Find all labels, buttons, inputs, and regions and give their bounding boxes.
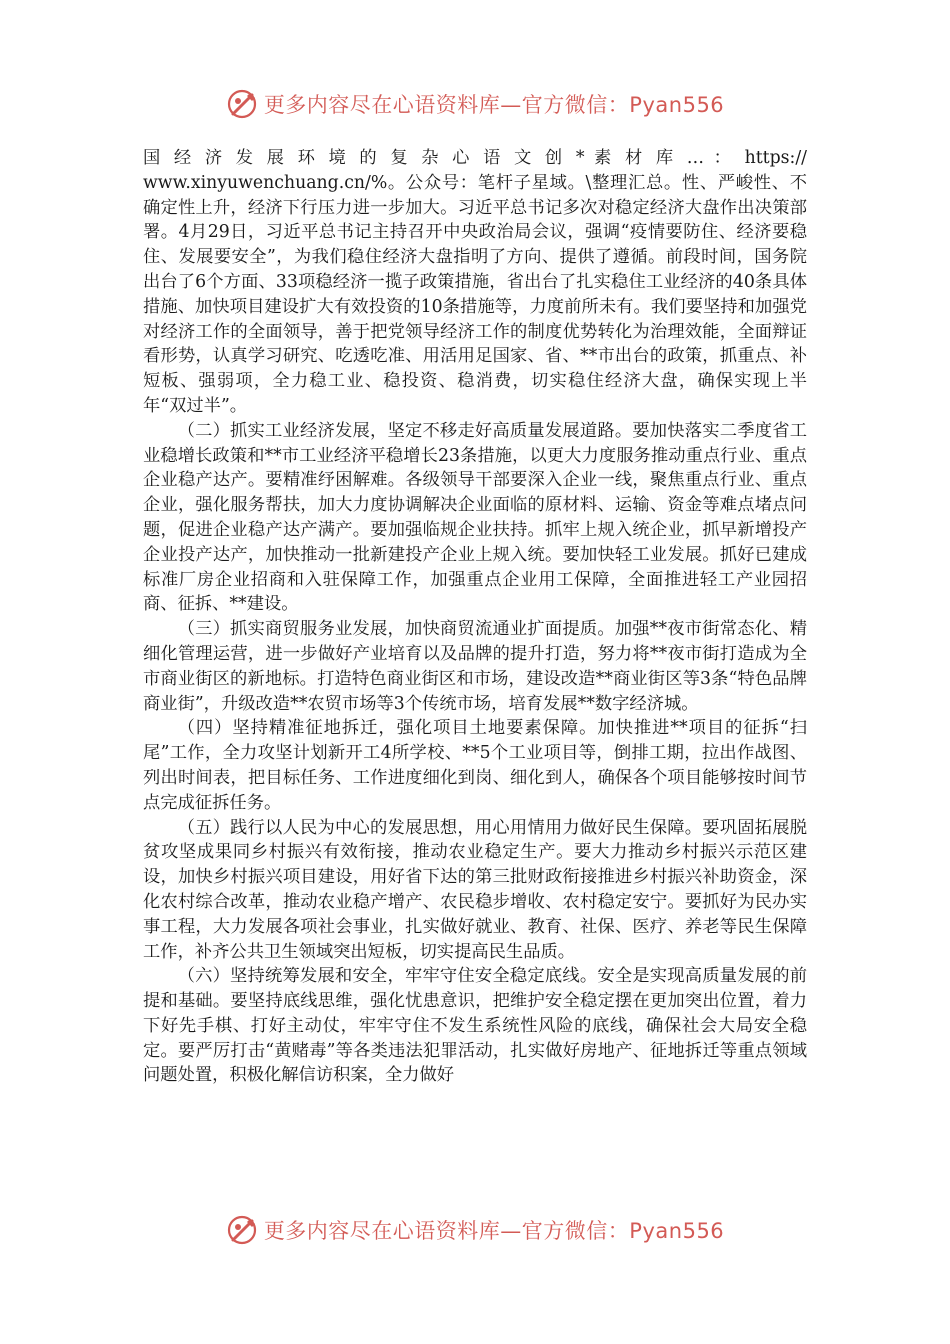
- paragraph-industry: （二）抓实工业经济发展，坚定不移走好高质量发展道路。要加快落实二季度省工业稳增长政策和**市工业经济平稳增长23条措施，以更大力度服务推动重点行业、重点企业稳产达产。要精准纾困解难。各级领导干部要深入企业一线，聚焦重点行业、重点企业，强化服务帮扶，加大力度协调解决企业面临的原材料、运输、资金等难点堵点问题，促进企业稳产达产满产。要加强临规企业扶持。抓牢上规入统企业，抓早新增投产企业投产达产，加快推动一批新建投产企业上规入统。要加快轻工业发展。抓好已建成标准厂房企业招商和入驻保障工作，加强重点企业用工保障，全面推进轻工产业园招商、征拆、**建设。: [143, 420, 807, 615]
- footer-watermark-banner: [0, 1210, 950, 1250]
- document-body: [143, 146, 807, 1088]
- paragraph-line-first: 国 经 济 发 展 环 境 的 复 杂 心 语 文 创 * 素 材 库 … ： https://: [143, 148, 807, 168]
- paragraph-commerce: （三）抓实商贸服务业发展，加快商贸流通业扩面提质。加强**夜市街常态化、精细化管理运营，进一步做好产业培育以及品牌的提升打造，努力将**夜市街打造成为全市商业街区的新地标。打造特色商业街区和市场，建设改造**商业街区等3条“特色品牌商业街”，升级改造**农贸市场等3个传统市场，培育发展**数字经济城。: [143, 619, 807, 714]
- logo-pen-icon: [226, 1213, 260, 1247]
- paragraph-land: （四）坚持精准征地拆迁，强化项目土地要素保障。加快推进**项目的征拆“扫尾”工作，全力攻坚计划新开工4所学校、**5个工业项目等，倒排工期，拉出作战图、列出时间表，把目标任务、工作进度细化到岗、细化到人，确保各个项目能够按时间节点完成征拆任务。: [143, 718, 807, 813]
- paragraph-livelihood: （五）践行以人民为中心的发展思想，用心用情用力做好民生保障。要巩固拓展脱贫攻坚成果同乡村振兴有效衔接，推动农业稳定生产。要大力推动乡村振兴示范区建设，加快乡村振兴项目建设，用好省下达的第三批财政衔接推进乡村振兴补助资金，深化农村综合改革，推动农业稳产增产、农民稳步增收、农村稳定安宁。要抓好为民办实事工程，大力发展各项社会事业，扎实做好就业、教育、社保、医疗、养老等民生保障工作，补齐公共卫生领域突出短板，切实提高民生品质。: [143, 817, 807, 962]
- paragraph-safety: （六）坚持统筹发展和安全，牢牢守住安全稳定底线。安全是实现高质量发展的前提和基础。要坚持底线思维，强化忧患意识，把维护安全稳定摆在更加突出位置，着力下好先手棋、打好主动仗，牢牢守住不发生系统性风险的底线，确保社会大局安全稳定。要严厉打击“黄赌毒”等各类违法犯罪活动，扎实做好房地产、征地拆迁等重点领域问题处置，积极化解信访积案，全力做好: [143, 966, 807, 1086]
- paragraph-continuation: www.xinyuwenchuang.cn/%。公众号：笔杆子星域。\整理汇总。性、严峻性、不确定性上升，经济下行压力进一步加大。习近平总书记多次对稳定经济大盘作出决策部署。4月29日，习近平总书记主持召开中央政治局会议，强调“疫情要防住、经济要稳住、发展要安全”，为我们稳住经济大盘指明了方向、提供了遵循。前段时间，国务院出台了6个方面、33项稳经济一揽子政策措施，省出台了扎实稳住工业经济的40条具体措施、加快项目建设扩大有效投资的10条措施等，力度前所未有。我们要坚持和加强党对经济工作的全面领导，善于把党领导经济工作的制度优势转化为治理效能，全面辩证看形势，认真学习研究、吃透吃准、用活用足国家、省、**市出台的政策，抓重点、补短板、强弱项，全力稳工业、稳投资、稳消费，切实稳住经济大盘，确保实现上半年“双过半”。: [143, 172, 807, 416]
- header-watermark-banner: [0, 84, 950, 124]
- logo-pen-icon: [226, 87, 260, 121]
- footer-watermark-text: 更多内容尽在心语资料库—官方微信：Pyan556: [263, 1219, 725, 1243]
- header-watermark-text: 更多内容尽在心语资料库—官方微信：Pyan556: [263, 93, 725, 117]
